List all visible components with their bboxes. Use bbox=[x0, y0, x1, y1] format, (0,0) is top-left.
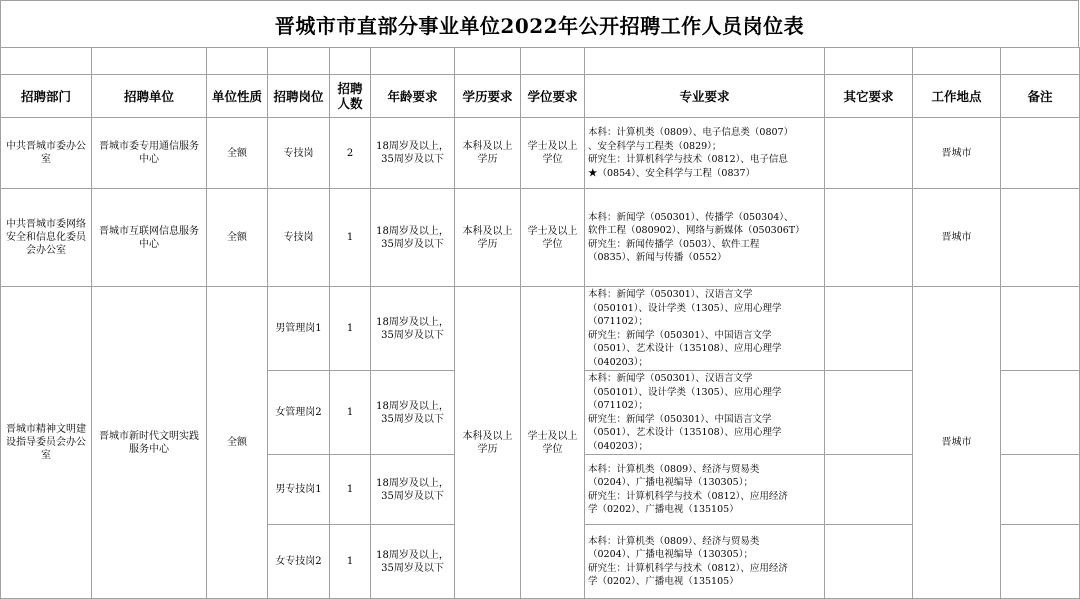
cell-count[interactable]: 1 bbox=[330, 525, 371, 599]
cell-other[interactable] bbox=[825, 525, 913, 599]
cell-location[interactable]: 晋城市 bbox=[913, 287, 1001, 599]
cell-count[interactable]: 1 bbox=[330, 455, 371, 525]
cell-location[interactable]: 晋城市 bbox=[913, 189, 1001, 287]
cell-unit[interactable]: 晋城市委专用通信服务 中心 bbox=[92, 118, 207, 189]
cell-post[interactable]: 男管理岗1 bbox=[268, 287, 330, 371]
cell-remark[interactable] bbox=[1001, 371, 1080, 455]
header-degree[interactable]: 学位要求 bbox=[521, 75, 585, 118]
empty-cell[interactable] bbox=[268, 48, 330, 75]
recruitment-table bbox=[0, 47, 1080, 599]
cell-count[interactable]: 1 bbox=[330, 189, 371, 287]
cell-major[interactable]: 本科：计算机类（0809）、经济与贸易类 （0204）、广播电视编导（130305）； 研究生：计算机科学与技术（0812）、应用经济 学（0202）、广播电视（135105） bbox=[585, 455, 825, 525]
cell-post[interactable]: 专技岗 bbox=[268, 189, 330, 287]
empty-cell[interactable] bbox=[1, 48, 92, 75]
empty-cell[interactable] bbox=[455, 48, 521, 75]
empty-cell[interactable] bbox=[585, 48, 825, 75]
empty-cell[interactable] bbox=[371, 48, 455, 75]
cell-other[interactable] bbox=[825, 189, 913, 287]
cell-edu[interactable]: 本科及以上 学历 bbox=[455, 189, 521, 287]
table-title-cell[interactable] bbox=[0, 0, 1079, 47]
cell-other[interactable] bbox=[825, 371, 913, 455]
empty-row bbox=[1, 48, 1080, 75]
cell-age[interactable]: 18周岁及以上， 35周岁及以下 bbox=[371, 287, 455, 371]
empty-cell[interactable] bbox=[521, 48, 585, 75]
cell-post[interactable]: 男专技岗1 bbox=[268, 455, 330, 525]
empty-cell[interactable] bbox=[913, 48, 1001, 75]
cell-count[interactable]: 1 bbox=[330, 371, 371, 455]
empty-cell[interactable] bbox=[825, 48, 913, 75]
cell-age[interactable]: 18周岁及以上， 35周岁及以下 bbox=[371, 189, 455, 287]
header-edu[interactable]: 学历要求 bbox=[455, 75, 521, 118]
cell-remark[interactable] bbox=[1001, 189, 1080, 287]
cell-degree[interactable]: 学士及以上 学位 bbox=[521, 287, 585, 599]
cell-nature[interactable]: 全额 bbox=[207, 118, 268, 189]
cell-unit[interactable]: 晋城市互联网信息服务 中心 bbox=[92, 189, 207, 287]
table-row bbox=[1, 189, 1080, 287]
header-nature[interactable]: 单位性质 bbox=[207, 75, 268, 118]
cell-post[interactable]: 女管理岗2 bbox=[268, 371, 330, 455]
cell-age[interactable]: 18周岁及以上， 35周岁及以下 bbox=[371, 371, 455, 455]
empty-cell[interactable] bbox=[1001, 48, 1080, 75]
empty-cell[interactable] bbox=[207, 48, 268, 75]
cell-edu[interactable]: 本科及以上 学历 bbox=[455, 287, 521, 599]
header-location[interactable]: 工作地点 bbox=[913, 75, 1001, 118]
header-dept[interactable]: 招聘部门 bbox=[1, 75, 92, 118]
table-title: 晋城市市直部分事业单位2022年公开招聘工作人员岗位表 bbox=[274, 13, 805, 38]
cell-age[interactable]: 18周岁及以上， 35周岁及以下 bbox=[371, 455, 455, 525]
cell-other[interactable] bbox=[825, 455, 913, 525]
table-row bbox=[1, 118, 1080, 189]
cell-dept[interactable]: 中共晋城市委办公 室 bbox=[1, 118, 92, 189]
cell-dept[interactable]: 中共晋城市委网络 安全和信息化委员 会办公室 bbox=[1, 189, 92, 287]
header-row bbox=[1, 75, 1080, 118]
cell-age[interactable]: 18周岁及以上， 35周岁及以下 bbox=[371, 525, 455, 599]
header-post[interactable]: 招聘岗位 bbox=[268, 75, 330, 118]
empty-cell[interactable] bbox=[330, 48, 371, 75]
cell-major[interactable]: 本科：新闻学（050301）、传播学（050304）、 软件工程（080902）、网络与新媒体（050306T） 研究生：新闻传播学（0503）、软件工程 （0835）、新闻与传播（0552） bbox=[585, 189, 825, 287]
cell-degree[interactable]: 学士及以上 学位 bbox=[521, 118, 585, 189]
empty-cell[interactable] bbox=[92, 48, 207, 75]
header-age[interactable]: 年龄要求 bbox=[371, 75, 455, 118]
cell-remark[interactable] bbox=[1001, 455, 1080, 525]
cell-other[interactable] bbox=[825, 287, 913, 371]
cell-edu[interactable]: 本科及以上 学历 bbox=[455, 118, 521, 189]
cell-post[interactable]: 专技岗 bbox=[268, 118, 330, 189]
header-other[interactable]: 其它要求 bbox=[825, 75, 913, 118]
cell-other[interactable] bbox=[825, 118, 913, 189]
header-count[interactable]: 招聘 人数 bbox=[330, 75, 371, 118]
cell-unit[interactable]: 晋城市新时代文明实践 服务中心 bbox=[92, 287, 207, 599]
cell-dept[interactable]: 晋城市精神文明建 设指导委员会办公 室 bbox=[1, 287, 92, 599]
cell-location[interactable]: 晋城市 bbox=[913, 118, 1001, 189]
header-remark[interactable]: 备注 bbox=[1001, 75, 1080, 118]
cell-nature[interactable]: 全额 bbox=[207, 189, 268, 287]
cell-nature[interactable]: 全额 bbox=[207, 287, 268, 599]
header-unit[interactable]: 招聘单位 bbox=[92, 75, 207, 118]
header-major[interactable]: 专业要求 bbox=[585, 75, 825, 118]
cell-remark[interactable] bbox=[1001, 287, 1080, 371]
cell-major[interactable]: 本科：计算机类（0809）、电子信息类（0807） 、安全科学与工程类（0829）； 研究生：计算机科学与技术（0812）、电子信息 ★（0854）、安全科学与工程（0837） bbox=[585, 118, 825, 189]
cell-major[interactable]: 本科：计算机类（0809）、经济与贸易类 （0204）、广播电视编导（130305）； 研究生：计算机科学与技术（0812）、应用经济 学（0202）、广播电视（135105） bbox=[585, 525, 825, 599]
table-row bbox=[1, 287, 1080, 371]
cell-degree[interactable]: 学士及以上 学位 bbox=[521, 189, 585, 287]
cell-count[interactable]: 2 bbox=[330, 118, 371, 189]
cell-count[interactable]: 1 bbox=[330, 287, 371, 371]
cell-major[interactable]: 本科：新闻学（050301）、汉语言文学 （050101）、设计学类（1305）、应用心理学 （071102）； 研究生：新闻学（050301）、中国语言文学 （0501）、艺术设计（135108）、应用心理学 （040203）； bbox=[585, 287, 825, 371]
cell-age[interactable]: 18周岁及以上， 35周岁及以下 bbox=[371, 118, 455, 189]
cell-post[interactable]: 女专技岗2 bbox=[268, 525, 330, 599]
cell-major[interactable]: 本科：新闻学（050301）、汉语言文学 （050101）、设计学类（1305）、应用心理学 （071102）； 研究生：新闻学（050301）、中国语言文学 （0501）、艺术设计（135108）、应用心理学 （040203）； bbox=[585, 371, 825, 455]
cell-remark[interactable] bbox=[1001, 525, 1080, 599]
cell-remark[interactable] bbox=[1001, 118, 1080, 189]
